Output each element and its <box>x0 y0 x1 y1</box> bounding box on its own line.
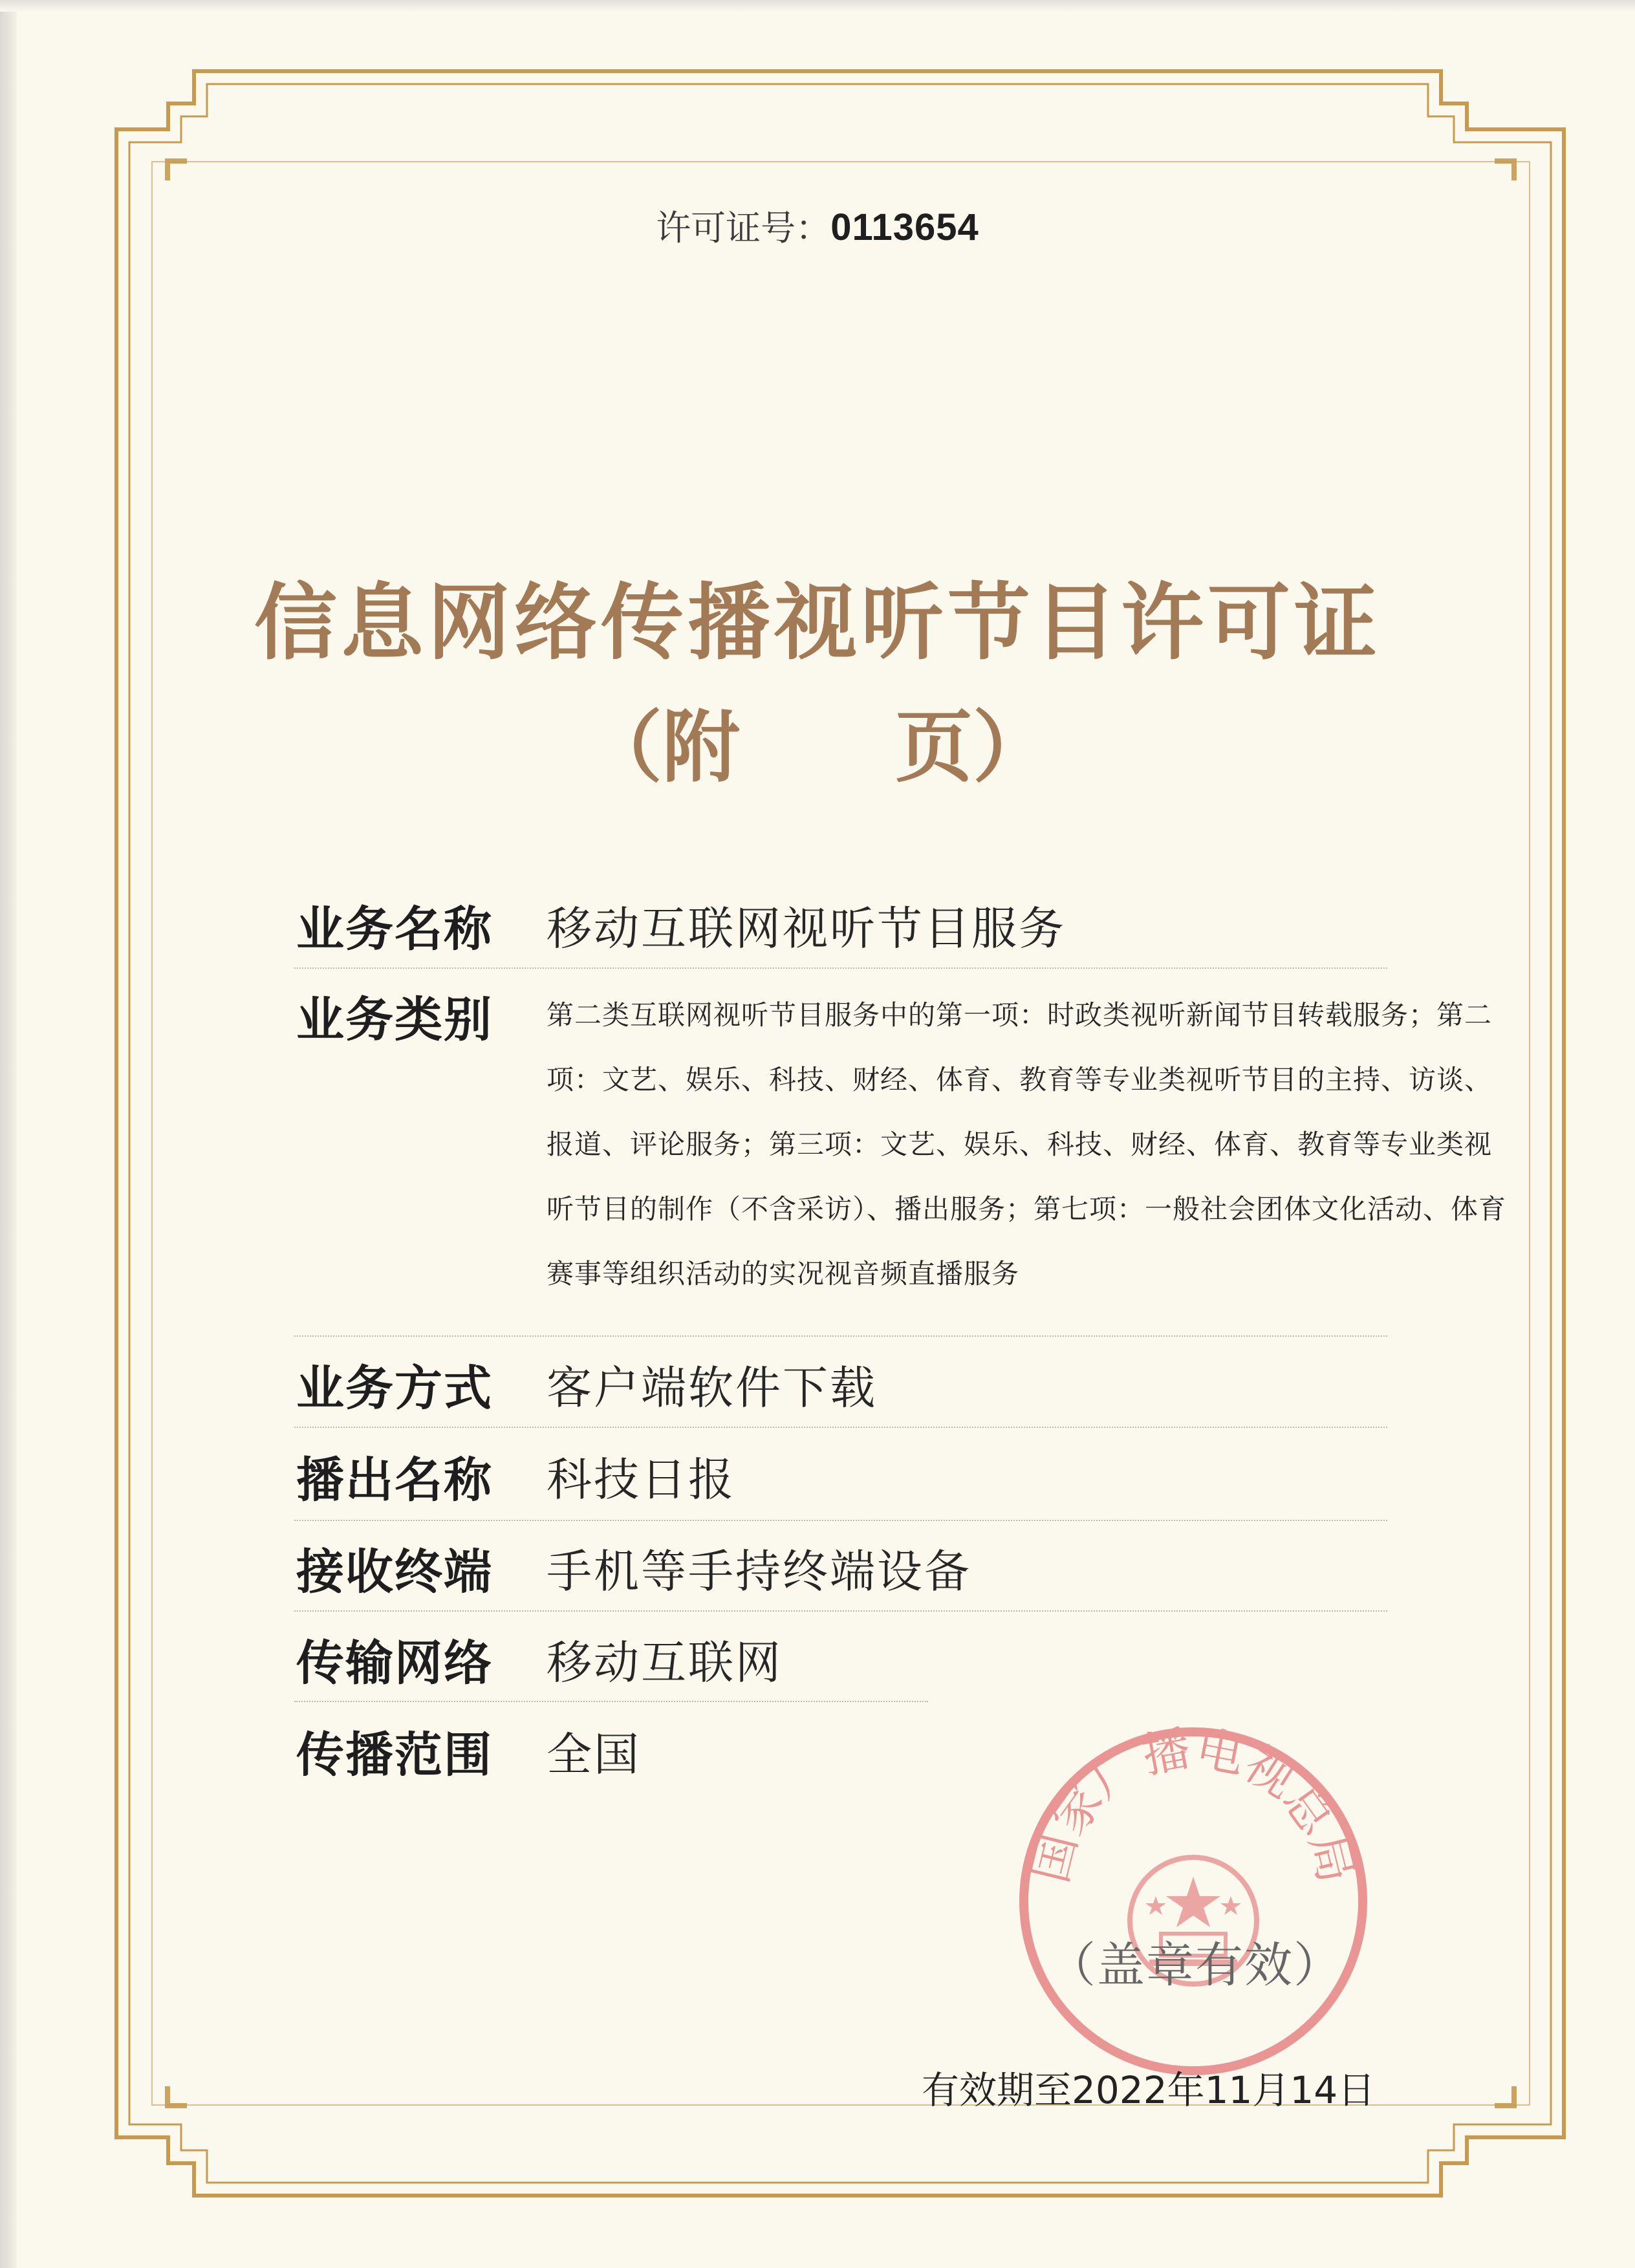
row-value-broadcast-scope: 全国 <box>547 1728 641 1781</box>
row-divider <box>294 967 1387 969</box>
row-divider <box>294 1520 1387 1521</box>
official-seal <box>1006 1707 1381 2082</box>
row-value-receiving-terminal: 手机等手持终端设备 <box>547 1545 971 1598</box>
row-value-business-mode: 客户端软件下载 <box>547 1361 877 1414</box>
row-label-receiving-terminal: 接收终端 <box>296 1544 493 1600</box>
row-label-transmission-network: 传输网络 <box>296 1636 493 1691</box>
row-value-business-category: 第二类互联网视听节目服务中的第一项：时政类视听新闻节目转载服务；第二项：文艺、娱乐、科技、财经、体育、教育等专业类视听节目的主持、访谈、报道、评论服务；第三项：文艺、娱乐、科技、财经、体育、教育等专业类视听节目的制作（不含采访）、播出服务；第七项：一般社会团体文化活动、体育赛事等组织活动的实况视音频直播服务 <box>547 999 1507 1290</box>
seal-graphic <box>1006 1707 1381 2082</box>
validity-date: 有效期至2022年11月14日 <box>922 2068 1376 2112</box>
row-divider <box>294 1427 1387 1428</box>
row-divider <box>294 1335 1387 1337</box>
row-value-transmission-network: 移动互联网 <box>547 1636 783 1689</box>
row-label-business-category: 业务类别 <box>296 992 493 1048</box>
certificate-subtitle: （附 页） <box>585 703 1050 793</box>
seal-ring-text: 国家广播电视总局 <box>1022 1720 1365 1888</box>
row-value-business-name: 移动互联网视听节目服务 <box>547 902 1066 955</box>
row-label-broadcast-name: 播出名称 <box>296 1453 493 1508</box>
row-label-broadcast-scope: 传播范围 <box>296 1727 493 1783</box>
license-number-value: 0113654 <box>830 206 979 248</box>
certificate-title: 信息网络传播视听节目许可证 <box>254 575 1381 671</box>
license-number-line <box>0 200 1635 250</box>
row-label-business-name: 业务名称 <box>296 902 493 957</box>
row-divider <box>294 1701 928 1702</box>
row-label-business-mode: 业务方式 <box>296 1361 493 1416</box>
row-value-broadcast-name: 科技日报 <box>547 1453 735 1506</box>
row-divider <box>294 1610 1387 1612</box>
seal-caption: （盖章有效） <box>1048 1938 1343 1993</box>
license-number-prefix: 许可证号： <box>656 208 831 248</box>
